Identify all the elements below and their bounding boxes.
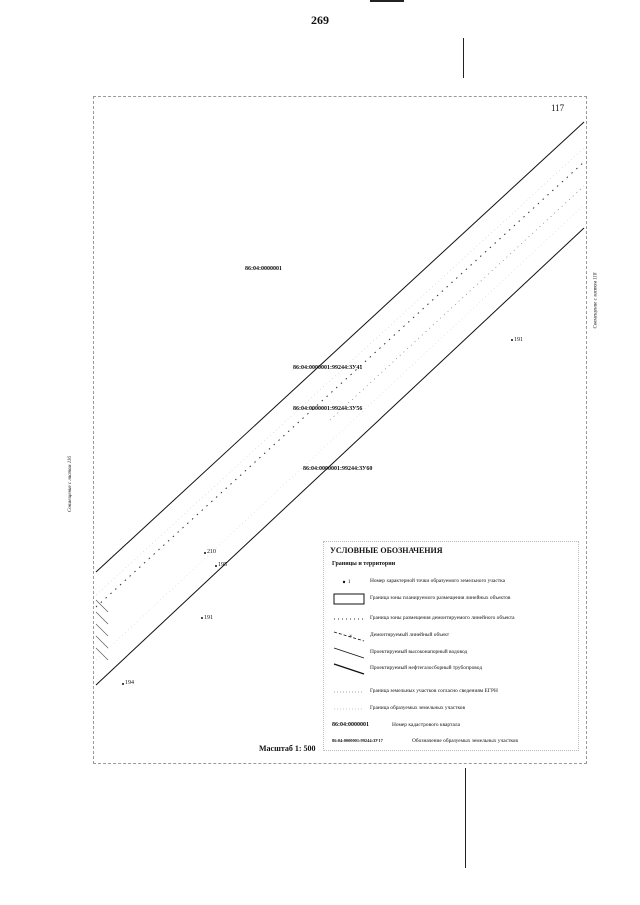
legend-code-row: [332, 720, 576, 732]
legend: [323, 541, 579, 751]
legend-text: Демонтируемый линейный объект: [370, 632, 450, 638]
legend-item: [332, 630, 576, 642]
legend-code: 86:04:0000001:99244:ЗУ17: [332, 738, 383, 743]
point-number: 191: [204, 615, 213, 621]
legend-text: Номер кадастрового квартала: [392, 722, 460, 728]
legend-item: [332, 703, 576, 715]
point-number: 194: [125, 680, 134, 686]
demolition-line-2: [330, 186, 584, 420]
legend-code: 86:04:0000001: [332, 722, 369, 728]
legend-text: Граница зоны планируемого размещения линейных объектов: [370, 595, 511, 601]
parcel-label: 86:04:0000001:99244:ЗУ56: [293, 406, 363, 412]
legend-text: Граница земельных участков согласно сведениям ЕГРН: [370, 688, 498, 694]
legend-item: [332, 686, 576, 698]
point-marker: [201, 617, 203, 619]
legend-item: [332, 593, 576, 605]
svg-text:1: 1: [348, 580, 351, 585]
point-number: 210: [207, 549, 216, 555]
quarter-label: 86:04:0000001: [245, 266, 282, 272]
legend-item: [332, 663, 576, 675]
legend-item: [332, 647, 576, 659]
point-marker: [511, 339, 513, 341]
legend-text: Проектируемый нефтегазосборный трубопровод: [370, 665, 483, 671]
legend-item: [332, 613, 576, 625]
point-marker: [122, 683, 124, 685]
parcel-label: 86:04:0000001:99244:ЗУ41: [293, 365, 363, 371]
zone-boundary-upper: [96, 122, 584, 572]
legend-title: УСЛОВНЫЕ ОБОЗНАЧЕНИЯ: [330, 546, 443, 555]
legend-subtitle: Границы и территории: [332, 561, 396, 567]
point-marker: [204, 552, 206, 554]
legend-text: Граница зоны размещения демонтируемого линейного объекта: [370, 615, 515, 621]
legend-text: Граница образуемых земельных участков: [370, 705, 466, 711]
legend-text: Проектируемый высоконапорный водовод: [370, 649, 468, 655]
point-number: 195: [218, 562, 227, 568]
legend-item: [332, 576, 576, 588]
sheet-number: 117: [551, 103, 565, 113]
hatch-area: [96, 600, 108, 660]
match-line-right: Совмещение с листом 118: [593, 272, 599, 329]
point-number: 191: [514, 337, 523, 343]
point-marker: [215, 565, 217, 567]
legend-text: Номер характерной точки образуемого земельного участка: [370, 578, 506, 584]
legend-text: Обозначение образуемых земельных участков: [412, 738, 518, 744]
parcel-boundary: [96, 148, 584, 595]
parcel-label: 86:04:0000001:99244:ЗУ60: [303, 466, 373, 472]
page-number: 269: [311, 13, 329, 27]
map-scale: Масштаб 1: 500: [259, 744, 316, 753]
legend-code-row: [332, 736, 576, 748]
match-line-left: Совмещение с листом 116: [68, 456, 73, 512]
svg-text:×: ×: [349, 634, 353, 640]
